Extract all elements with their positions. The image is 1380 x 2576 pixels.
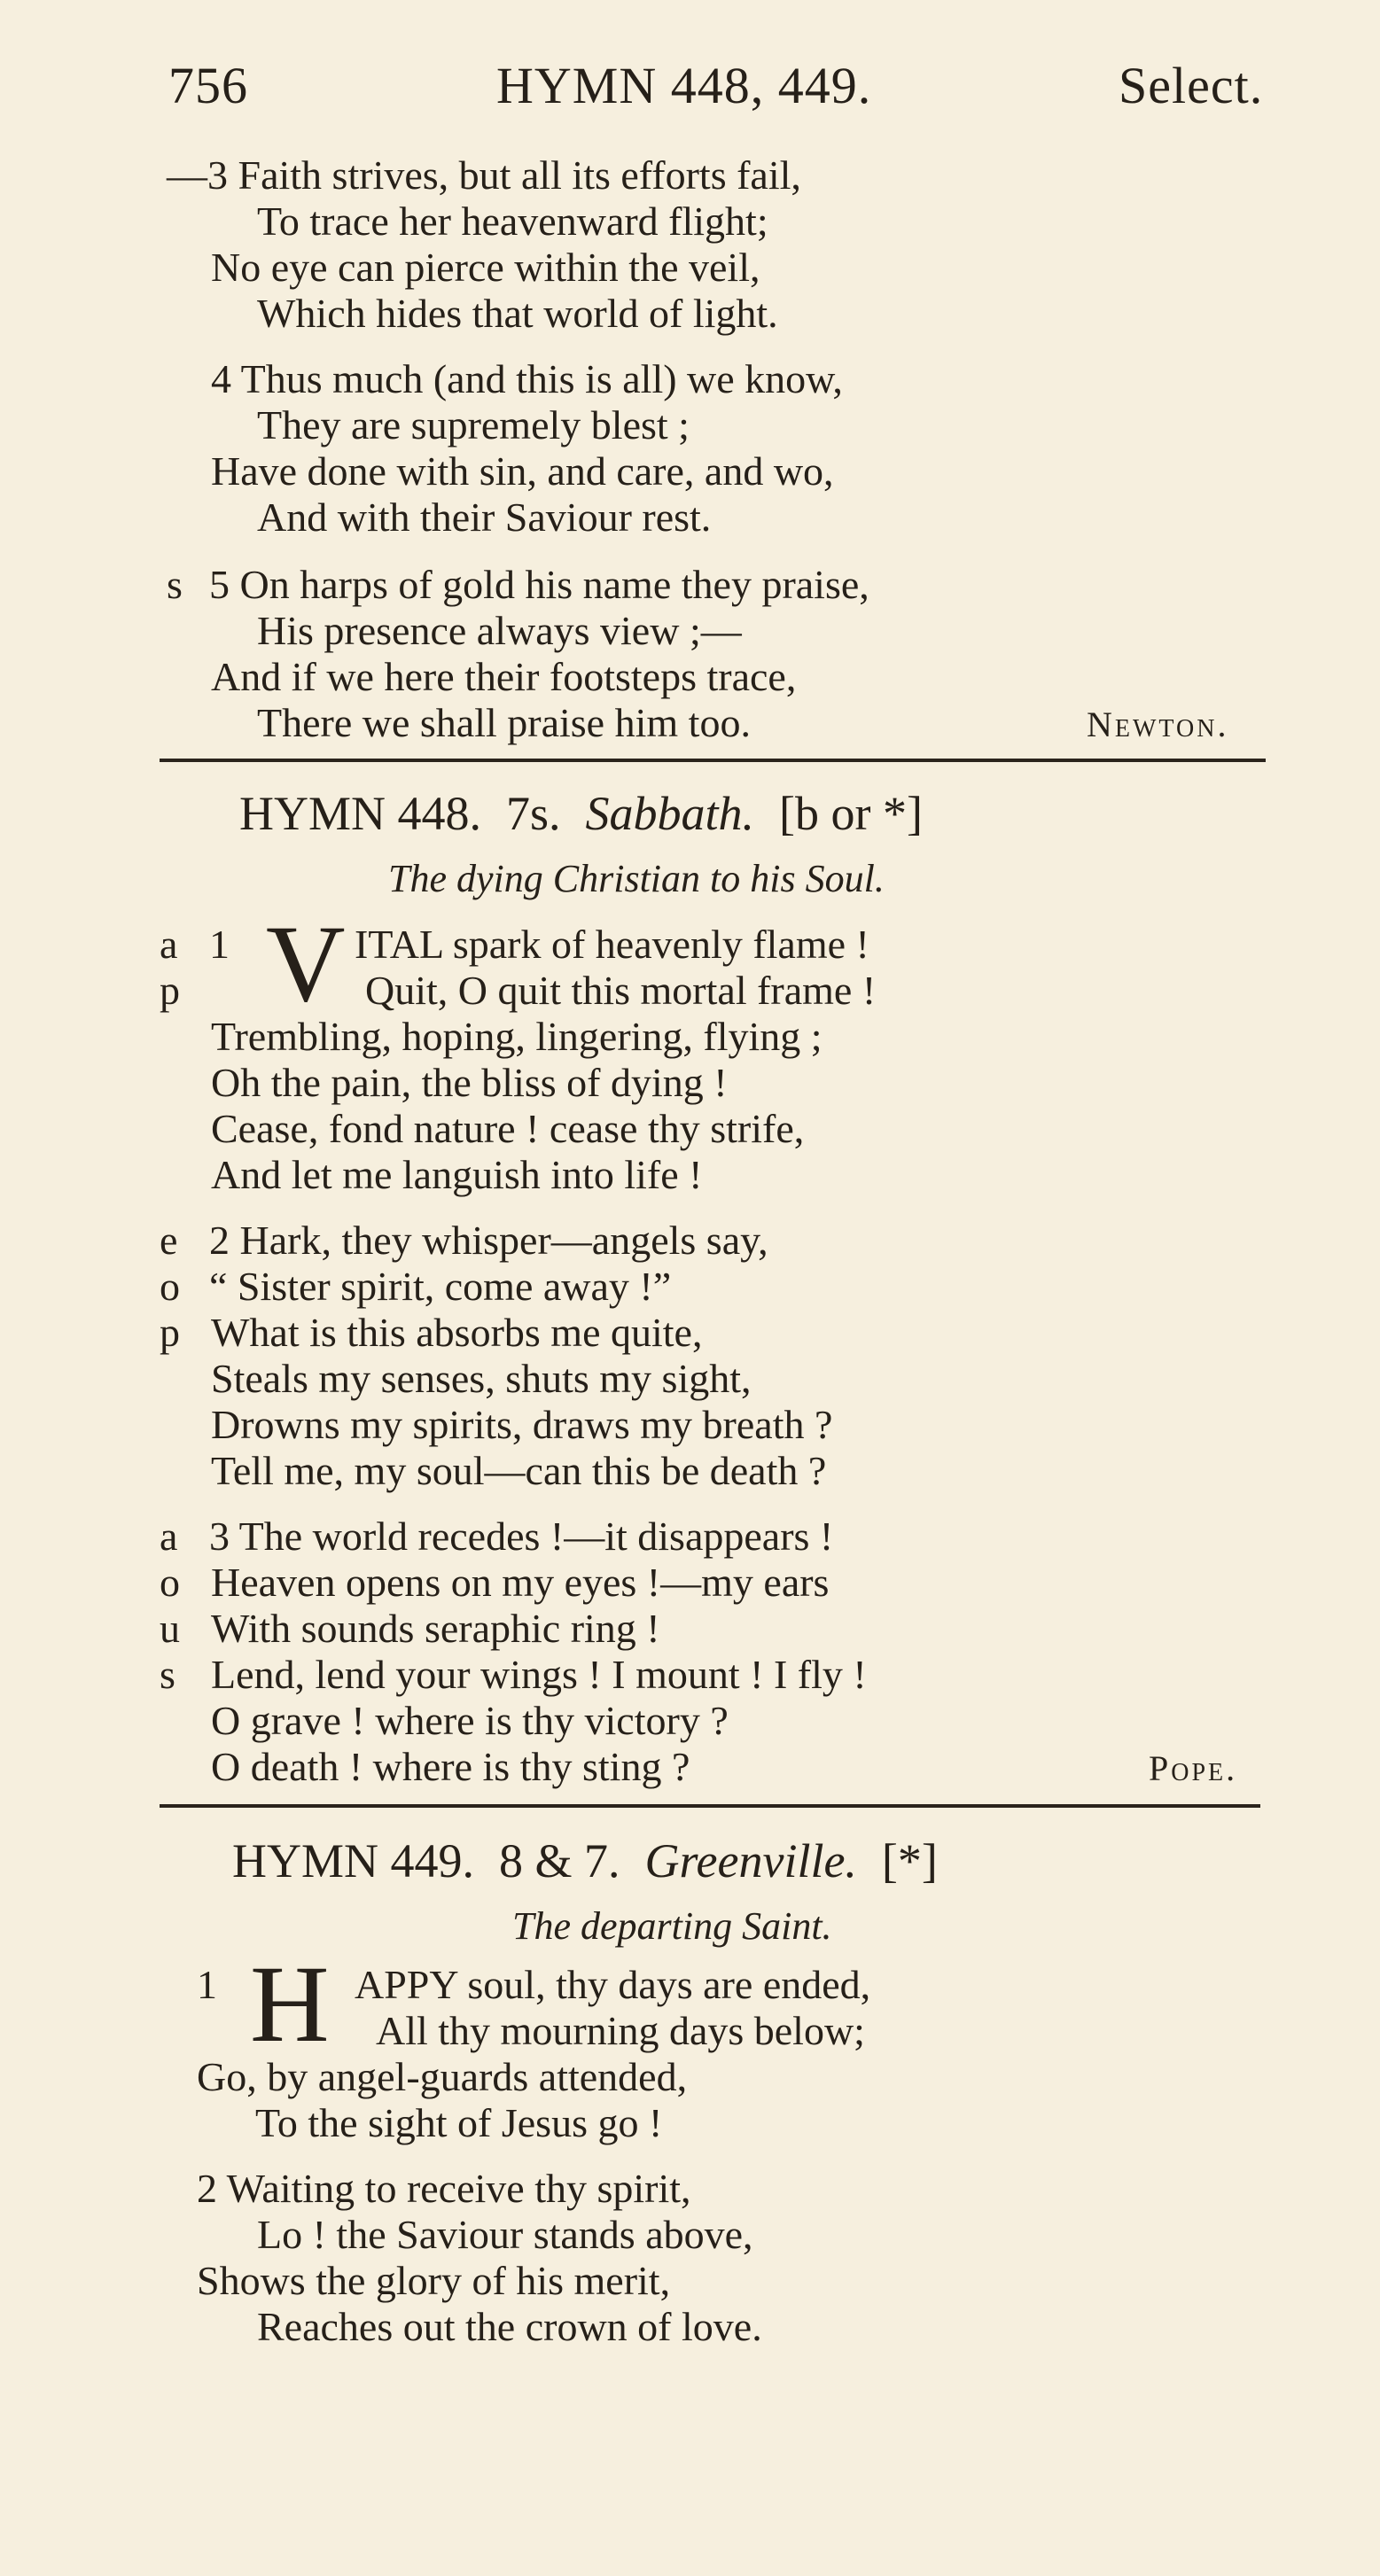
hymn-tune: Greenville. [644, 1834, 857, 1887]
divider-rule [160, 1804, 1260, 1808]
verse-line: Have done with sin, and care, and wo, [211, 448, 834, 494]
verse-line: Go, by angel-guards attended, [197, 2054, 688, 2099]
hymn-tune: Sabbath. [585, 787, 755, 840]
hymn-heading [239, 785, 923, 842]
dynamics-mark: o [160, 1560, 180, 1605]
verse-line: O death ! where is thy sting ? [211, 1744, 690, 1789]
verse-line: Shows the glory of his merit, [197, 2258, 671, 2303]
verse-line: “ Sister spirit, come away !” [209, 1264, 672, 1309]
verse-line: His presence always view ;— [257, 608, 742, 653]
divider-rule [160, 759, 1266, 762]
page-header-section: Select. [1119, 57, 1264, 114]
verse-line: 3 The world recedes !—it disappears ! [209, 1514, 834, 1559]
verse-line: 2 Hark, they whisper—angels say, [209, 1218, 768, 1263]
verse-line: —3 Faith strives, but all its efforts fail, [167, 152, 801, 198]
verse-number: 1 [197, 1962, 217, 2007]
verse-line: And let me languish into life ! [211, 1152, 703, 1197]
hymn-symbol: [*] [881, 1834, 938, 1887]
verse-line: Steals my senses, shuts my sight, [211, 1356, 752, 1401]
dynamics-mark: u [160, 1606, 180, 1651]
verse-line: Quit, O quit this mortal frame ! [365, 968, 877, 1013]
verse-line: They are supremely blest ; [257, 402, 690, 447]
verse-line: And with their Saviour rest. [257, 494, 712, 540]
verse-line: And if we here their footsteps trace, [211, 654, 797, 699]
dynamics-mark: s [160, 1652, 175, 1697]
dynamics-mark: o [160, 1264, 180, 1309]
verse-line: Lend, lend your wings ! I mount ! I fly ! [211, 1652, 867, 1697]
verse-line: ITAL spark of heavenly flame ! [355, 922, 869, 967]
dynamics-mark: e [160, 1218, 178, 1263]
verse-line: Tell me, my soul—can this be death ? [211, 1448, 827, 1493]
author-attribution: Pope. [1149, 1748, 1238, 1788]
hymn-meter: 7s. [506, 787, 561, 840]
hymn-symbol: [b or *] [779, 787, 923, 840]
author-attribution: Newton. [1087, 704, 1229, 744]
hymn-subtitle: The dying Christian to his Soul. [388, 857, 885, 900]
verse-line: 4 Thus much (and this is all) we know, [211, 356, 843, 401]
verse-line: To trace her heavenward flight; [257, 198, 768, 244]
verse-line: No eye can pierce within the veil, [211, 245, 760, 290]
dynamics-mark: a [160, 1514, 178, 1559]
hymn-subtitle: The departing Saint. [512, 1904, 832, 1948]
verse-line: 2 Waiting to receive thy spirit, [197, 2166, 691, 2211]
verse-line: Which hides that world of light. [257, 291, 778, 336]
verse-line: With sounds seraphic ring ! [211, 1606, 660, 1651]
verse-line: To the sight of Jesus go ! [255, 2100, 663, 2145]
verse-line: All thy mourning days below; [376, 2008, 865, 2053]
dynamics-mark: p [160, 1310, 180, 1355]
page-number: 756 [168, 57, 248, 114]
page-header-title: HYMN 448, 449. [496, 57, 872, 114]
verse-line: Cease, fond nature ! cease thy strife, [211, 1106, 805, 1151]
dynamics-mark: a [160, 922, 178, 967]
hymn-meter: 8 & 7. [499, 1834, 620, 1887]
verse-line: There we shall praise him too. [257, 700, 751, 745]
drop-cap: H [250, 1943, 330, 2065]
drop-cap: V [266, 903, 346, 1024]
dynamics-mark: s [167, 562, 183, 607]
verse-line: Lo ! the Saviour stands above, [257, 2212, 753, 2257]
hymn-heading [232, 1833, 938, 1889]
hymn-number: HYMN 449. [232, 1834, 475, 1887]
verse-line: Trembling, hoping, lingering, flying ; [211, 1014, 823, 1059]
dynamics-mark: p [160, 968, 180, 1013]
verse-line: APPY soul, thy days are ended, [355, 1962, 871, 2007]
verse-line: O grave ! where is thy victory ? [211, 1698, 729, 1743]
hymn-number: HYMN 448. [239, 787, 482, 840]
verse-number: 1 [209, 922, 230, 967]
verse-line: What is this absorbs me quite, [211, 1310, 703, 1355]
verse-line: 5 On harps of gold his name they praise, [209, 562, 869, 607]
verse-line: Drowns my spirits, draws my breath ? [211, 1402, 833, 1447]
verse-line: Reaches out the crown of love. [257, 2304, 762, 2349]
verse-line: Oh the pain, the bliss of dying ! [211, 1060, 728, 1105]
verse-line: Heaven opens on my eyes !—my ears [211, 1560, 830, 1605]
